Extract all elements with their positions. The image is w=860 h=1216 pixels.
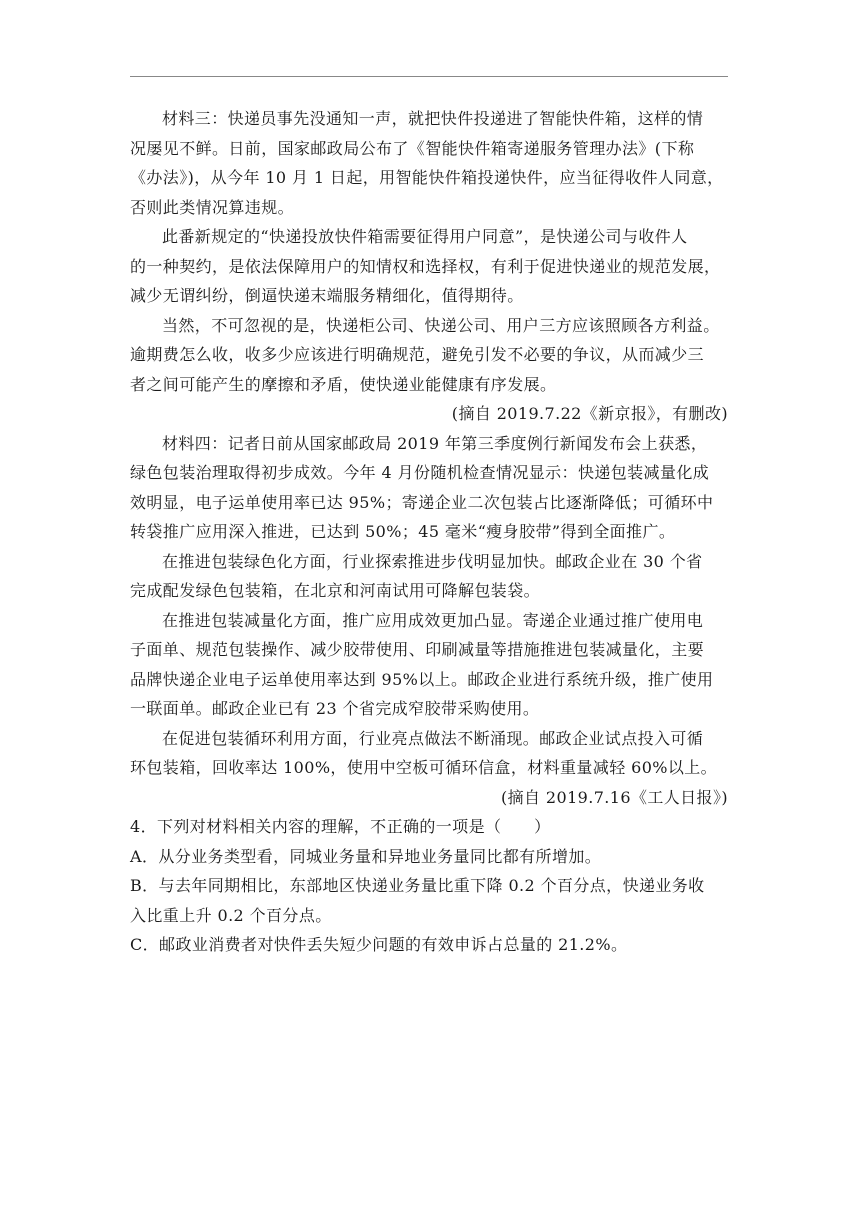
text-line: 子面单、规范包装操作、减少胶带使用、印刷减量等措施推进包装减量化，主要: [130, 640, 705, 659]
text-line: 材料三：快递员事先没通知一声，就把快件投递进了智能快件箱，这样的情: [162, 109, 704, 128]
material-three: [130, 104, 728, 429]
material-four: [130, 429, 728, 813]
text-line: 减少无谓纠纷，倒逼快递末端服务精细化，值得期待。: [130, 286, 524, 305]
option-c: C．邮政业消费者对快件丢失短少问题的有效申诉占总量的 21.2%。: [130, 935, 628, 954]
text-line: 的一种契约，是依法保障用户的知情权和选择权，有利于促进快递业的规范发展，: [130, 256, 721, 276]
text-line: 入比重上升 0.2 个百分点。: [130, 905, 332, 925]
text-line: 在推进包装绿色化方面，行业探索推进步伐明显加快。邮政企业在 30 个省: [162, 551, 703, 571]
option-a: A．从分业务类型看，同城业务量和异地业务量同比都有所增加。: [130, 846, 602, 866]
paragraph: [130, 104, 728, 222]
text-line: B．与去年同期相比，东部地区快递业务量比重下降 0.2 个百分点，快递业务收: [130, 876, 705, 895]
text-line: 在促进包装循环利用方面，行业亮点做法不断涌现。邮政企业试点投入可循: [162, 728, 704, 748]
option-b: [130, 871, 728, 930]
text-line: 一联面单。邮政企业已有 23 个省完成窄胶带采购使用。: [130, 699, 540, 718]
text-line: 《办法》)，从今年 10 月 1 日起，用智能快件箱投递快件，应当征得收件人同意，: [130, 168, 724, 187]
paragraph: [130, 429, 728, 547]
text-line: 转袋推广应用深入推进，已达到 50%；45 毫米“瘦身胶带”得到全面推广。: [130, 522, 676, 541]
question-4: [130, 812, 728, 960]
text-line: 绿色包装治理取得初步成效。今年 4 月份随机检查情况显示：快递包装减量化成: [130, 463, 710, 482]
text-line: 况屡见不鲜。日前，国家邮政局公布了《智能快件箱寄递服务管理办法》(下称: [130, 138, 695, 158]
text-line: 品牌快递企业电子运单使用率达到 95%以上。邮政企业进行系统升级，推广使用: [130, 669, 714, 689]
text-line: 环包装箱，回收率达 100%，使用中空板可循环信盒，材料重量减轻 60%以上。: [130, 758, 718, 777]
document-body: [130, 104, 728, 960]
text-line: 者之间可能产生的摩擦和矛盾，使快递业能健康有序发展。: [130, 374, 557, 394]
text-line: 否则此类情况算违规。: [130, 197, 295, 217]
paragraph: [130, 311, 728, 400]
source-citation: (摘自 2019.7.22《新京报》，有删改): [451, 404, 728, 423]
text-line: 效明显，电子运单使用率已达 95%；寄递企业二次包装占比逐渐降低；可循环中: [130, 492, 714, 512]
paragraph: [130, 547, 728, 606]
text-line: 此番新规定的“快递投放快件箱需要征得用户同意”，是快递公司与收件人: [162, 227, 688, 246]
text-line: 材料四：记者日前从国家邮政局 2019 年第三季度例行新闻发布会上获悉，: [162, 433, 708, 453]
text-line: 在推进包装减量化方面，推广应用成效更加凸显。寄递企业通过推广使用电: [162, 610, 704, 630]
paragraph: [130, 606, 728, 724]
text-line: 逾期费怎么收，收多少应该进行明确规范，避免引发不必要的争议，从而减少三: [130, 345, 705, 364]
text-line: 当然，不可忽视的是，快递柜公司、快递公司、用户三方应该照顾各方利益。: [162, 315, 720, 335]
question-stem: 4．下列对材料相关内容的理解，不正确的一项是（ ）: [130, 817, 551, 836]
text-line: 完成配发绿色包装箱，在北京和河南试用可降解包装袋。: [130, 581, 541, 600]
header-rule: [130, 76, 728, 77]
paragraph: [130, 724, 728, 783]
source-citation: (摘自 2019.7.16《工人日报》): [500, 787, 728, 807]
paragraph: [130, 222, 728, 311]
